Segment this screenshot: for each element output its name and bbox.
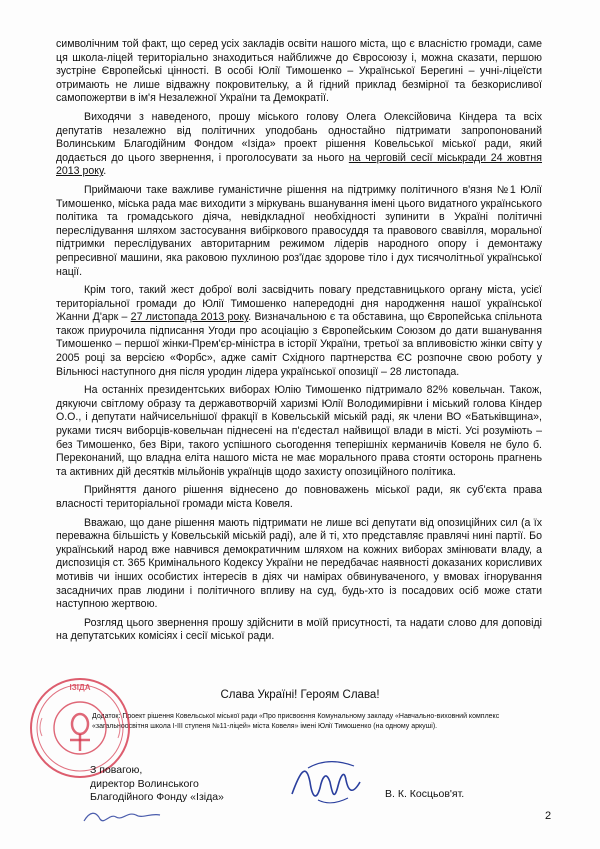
paragraph-text: На останніх президентських виборах Юлію Тимошенко підтримало 82% ковельчан. Також, дякуючи світлому образу та державотворчій харизмі Юлії Володимирівни і міський голова Кіндер О.О., і депутати найчисельнішої фракції в Ковельській міській раді, як члени ВО «Батьківщина», руками тисяч виборців-ковельчан піднесені на п'єдестал найвищої влади в місті. Усі розуміють – без Тимошенко, без Віри, такого успішного сьогодення теперішніх керманичів Ковеля не було б. Переконаний, що владна еліта нашого міста не має морального права стояти осторонь прагнень та активних дій десятків мільйонів українців щодо захисту опозиційного політика. [56, 384, 542, 478]
paragraph-text: Виходячи з наведеного, прошу міського голову Олега Олексійовича Кіндера та всіх депутатів незалежно від політичних уподобань одностайно підтримати запропонований Волинським Благодійним Фондом «Ізіда» проект рішення Ковельської міської ради, який додається до цього звернення, і проголосувати за нього [56, 110, 542, 164]
paragraph-text: . [103, 165, 107, 178]
body-paragraph [56, 617, 542, 644]
paragraph-text: Крім того, такий жест доброї волі засвідчить повагу представницького органу міста, усієї територіальної громади до Юлії Тимошенко напередодні дня народження нашої української Жанни Д'арк – [56, 284, 542, 324]
stamp-handwritten-note [80, 803, 164, 829]
paragraph-text: символічним той факт, що серед усіх закладів освіти нашого міста, що є власністю громади, саме ця школа-ліцей територіально знаходиться найближче до Євросоюзу і, можна сказати, першою зустріне Європейські цінності. В особі Юлії Тимошенко – Української Берегині – учні-ліцеїсти отримають не лише відважну покровительку, а й гідний приклад безмірної та безкорисливої самопожертви в ім'я Незалежної України та Демократії. [56, 38, 542, 105]
paragraph-text: Приймаючи таке важливе гуманістичне рішення на підтримку політичного в'язня №1 Юлії Тимошенко, міська рада має виходити з міркувань вшанування імені цього видатного українського політика та громадського діяча, невідкладної необхідності зупинити в Україні політичні переслідування шляхом застосування вибіркового правосуддя та правового свавілля, моральної підтримки переслідуваних авторитарним режимом лідерів народного опору і демонтажу репресивної машини, яка раковою пухлиною роз'їдає здорове тіло і дух тисячолітньої української нації. [56, 183, 542, 278]
paragraph-text: Вважаю, що дане рішення мають підтримати не лише всі депутати від опозиційних сил (а їх переважна більшість у Ковельській міській раді), але й ті, хто представляє правлячі нині партії. Бо український народ вже навчився демократичним шляхом на кожних виборах змінювати владу, а диспозиція ст. 365 Кримінального Кодексу України не передбачає наявності доказаних корисливих мотивів чи інших особистих інтересів в діях чи намірах обвинуваченого, у вмовах ігнорування засадничих прав людини і політичного впливу на суд, будь-хто із посадових осіб може стати наступною жертвою. [56, 516, 542, 611]
body-paragraph [56, 38, 542, 106]
underlined-text: на черговій сесії міськради 24 жовтня 2013 року [56, 151, 542, 178]
body-paragraph [56, 284, 542, 379]
body-paragraph [56, 184, 542, 279]
paragraph-text: Розгляд цього звернення прошу здійснити в моїй присутності, та надати слово для доповіді на депутатських комісіях і сесії міської ради. [56, 616, 542, 643]
underlined-text: 27 листопада 2013 року [130, 311, 249, 324]
body-paragraph [56, 384, 542, 479]
page-number: 2 [545, 810, 552, 822]
body-paragraph [56, 517, 542, 612]
signature-block [90, 764, 224, 805]
signer-organization: Благодійного Фонду «Ізіда» [90, 791, 224, 803]
document-body [56, 38, 542, 649]
body-paragraph [56, 484, 542, 511]
body-paragraph [56, 111, 542, 179]
closing-greeting: З повагою, [90, 764, 143, 776]
svg-text:ІЗІДА: ІЗІДА [69, 683, 91, 692]
signer-title: директор Волинського [90, 777, 199, 790]
signer-name: В. К. Косцьов'ят. [385, 788, 465, 800]
appendix-note: Додаток: Проект рішення Ковельської міської ради «Про присвоєння Комунальному закладу «Навчально-виховний комплекс «загальноосвітня школа І-ІІІ ступеня №11-ліцей» міста Ковеля» імені Юлії Тимошенко (на одному аркуші). [92, 713, 500, 730]
paragraph-text: . Визначальною є та обставина, що Європейська спільнота також приурочила підписання Угоди про асоціацію з Європейським Союзом до дати вшанування Тимошенко – першої жінки-Прем'єр-міністра в історії України, третьої за впливовістю жінки світу у 2005 році за версією «Форбс», адже саміт Східного партнерства ЄС розпочне свою роботу у Вільнюсі наступного дня після уродин лідера української опозиції – 28 листопада. [56, 311, 543, 378]
paragraph-text: Прийняття даного рішення віднесено до повноважень міської ради, як суб'єкта права власності територіальної громади міста Ковеля. [56, 484, 542, 510]
closing-slogan: Слава Україні! Героям Слава! [220, 689, 380, 701]
handwritten-signature [282, 752, 372, 810]
